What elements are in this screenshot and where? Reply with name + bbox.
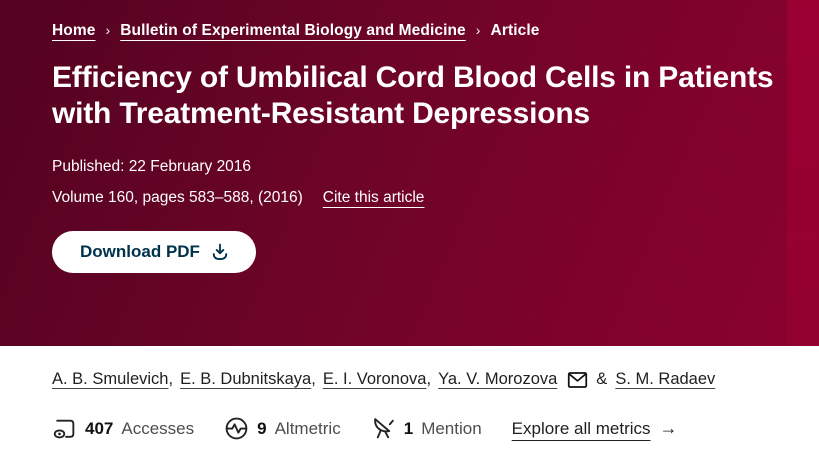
- breadcrumb-journal-link[interactable]: Bulletin of Experimental Biology and Medicine: [120, 22, 466, 39]
- mention-label: Mention: [421, 418, 482, 438]
- download-icon: [210, 242, 230, 262]
- breadcrumb-current-article: Article: [490, 22, 540, 39]
- chevron-right-icon: ›: [475, 22, 481, 38]
- ampersand-text: &: [596, 370, 608, 388]
- published-date: Published: 22 February 2016: [52, 158, 252, 175]
- download-pdf-button[interactable]: [52, 231, 256, 273]
- breadcrumb: [52, 22, 819, 40]
- author-separator: ,: [426, 370, 432, 388]
- author-link[interactable]: A. B. Smulevich: [52, 370, 169, 388]
- accesses-count: 407: [85, 418, 114, 438]
- mention-count: 1: [403, 418, 414, 438]
- altmetric-count: 9: [257, 418, 267, 438]
- cite-this-article-link[interactable]: Cite this article: [322, 189, 425, 206]
- author-link[interactable]: E. B. Dubnitskaya: [180, 370, 312, 388]
- author-link[interactable]: S. M. Radaev: [615, 370, 716, 388]
- mention-metric: [371, 416, 482, 441]
- arrow-right-icon: →: [659, 418, 678, 438]
- altmetric-metric: [224, 416, 341, 441]
- accesses-label: Accesses: [121, 418, 195, 438]
- breadcrumb-home-link[interactable]: Home: [52, 22, 96, 39]
- accesses-icon: [52, 416, 77, 441]
- volume-pages-text: Volume 160, pages 583–588, (2016): [52, 189, 303, 206]
- author-link[interactable]: Ya. V. Morozova: [438, 370, 558, 388]
- chevron-right-icon: ›: [105, 22, 111, 38]
- explore-all-metrics-link[interactable]: [512, 418, 678, 439]
- metrics-bar: [52, 416, 819, 441]
- article-meta-section: [0, 346, 819, 441]
- volume-info-row: [52, 189, 819, 207]
- author-separator: ,: [168, 370, 174, 388]
- accesses-metric: [52, 416, 194, 441]
- article-title: Efficiency of Umbilical Cord Blood Cells in Patients with Treatment-Resistant Depressions: [52, 61, 774, 130]
- download-pdf-label: Download PDF: [80, 242, 200, 261]
- author-link[interactable]: E. I. Voronova: [322, 370, 427, 388]
- author-list: [52, 370, 819, 389]
- author-separator: ,: [311, 370, 316, 388]
- mention-icon: [371, 416, 396, 441]
- email-envelope-icon[interactable]: [567, 371, 588, 389]
- altmetric-label: Altmetric: [274, 418, 341, 438]
- explore-all-metrics-label: Explore all metrics: [511, 418, 651, 438]
- altmetric-icon: [224, 416, 249, 441]
